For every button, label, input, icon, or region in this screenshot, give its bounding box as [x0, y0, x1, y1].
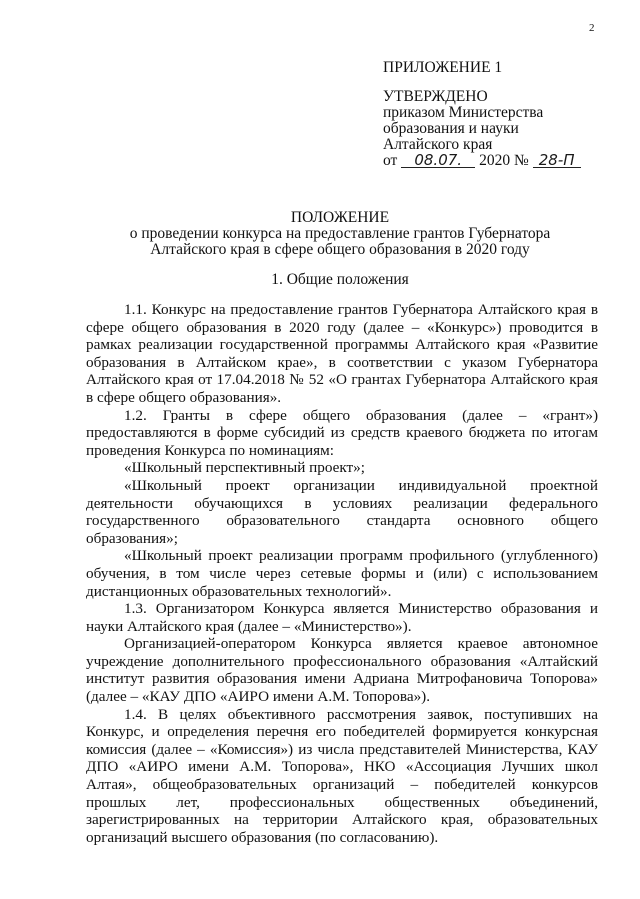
paragraph: 1.4. В целях объективного рассмотрения заявок, поступивших на Конкурс, и определения перечня его победителей формируется конкурсная комиссия (далее – «Комиссия») из числа представителей Министерства, КАУ ДПО «АИРО имени А.М. Топорова», НКО «Ассоциация Лучших школ Алтая», общеобразовательных организаций – победителей конкурсов прошлых лет, профессиональных общественных объединений, зарегистрированных на территории Алтайского края, образовательных организаций высшего образования (по согласованию). — [86, 705, 598, 846]
approval-line: Алтайского края — [383, 136, 493, 153]
paragraph: «Школьный перспективный проект»; — [124, 459, 365, 477]
date-prefix: от — [383, 152, 398, 169]
approval-line: образования и науки — [383, 120, 519, 137]
paragraph: 1.1. Конкурс на предоставление грантов Губернатора Алтайского края в сфере общего образования в 2020 году (далее – «Конкурс») проводится в рамках реализации государственной программы Алтайского края «Развитие образования в Алтайском крае», в соответствии с указом Губернатора Алтайского края от 17.04.2018 № 52 «О грантах Губернатора Алтайского края в сфере общего образования». — [86, 301, 598, 406]
approval-line: приказом Министерства — [383, 104, 544, 121]
document-title: ПОЛОЖЕНИЕ — [290, 209, 390, 226]
paragraph: 1.3. Организатором Конкурса является Министерство образования и науки Алтайского края (далее – «Министерство»). — [86, 600, 598, 635]
approved-label: УТВЕРЖДЕНО — [383, 88, 488, 105]
handwritten-order-number: 28-П — [533, 153, 581, 168]
section-title: 1. Общие положения — [271, 271, 409, 288]
document-subtitle-line: Алтайского края в сфере общего образования в 2020 году — [150, 241, 530, 258]
approval-block — [383, 60, 628, 169]
paragraph: Организацией-оператором Конкурса является краевое автономное учреждение дополнительного профессионального образования «Алтайский институт развития образования имени Адриана Митрофановича Топорова» (далее – «КАУ ДПО «АИРО имени А.М. Топорова»). — [86, 635, 598, 706]
order-year: 2020 № — [479, 152, 529, 169]
document-heading — [40, 210, 640, 258]
paragraph: «Школьный проект организации индивидуальной проектной деятельности обучающихся в условиях реализации федерального государственного образовательного стандарта основного общего образования»; — [86, 476, 598, 547]
document-subtitle-line: о проведении конкурса на предоставление грантов Губернатора — [129, 225, 551, 242]
document-body — [86, 301, 598, 846]
order-date-line — [383, 153, 628, 169]
page-number: 2 — [589, 22, 595, 34]
handwritten-date: 08.07. — [401, 153, 475, 168]
paragraph: 1.2. Гранты в сфере общего образования (далее – «грант») предоставляются в форме субсидий из средств краевого бюджета по итогам проведения Конкурса по номинациям: — [86, 406, 598, 459]
paragraph: «Школьный проект реализации программ профильного (углубленного) обучения, в том числе через сетевые формы и (или) с использованием дистанционных образовательных технологий». — [86, 547, 598, 600]
appendix-title: ПРИЛОЖЕНИЕ 1 — [383, 59, 503, 76]
